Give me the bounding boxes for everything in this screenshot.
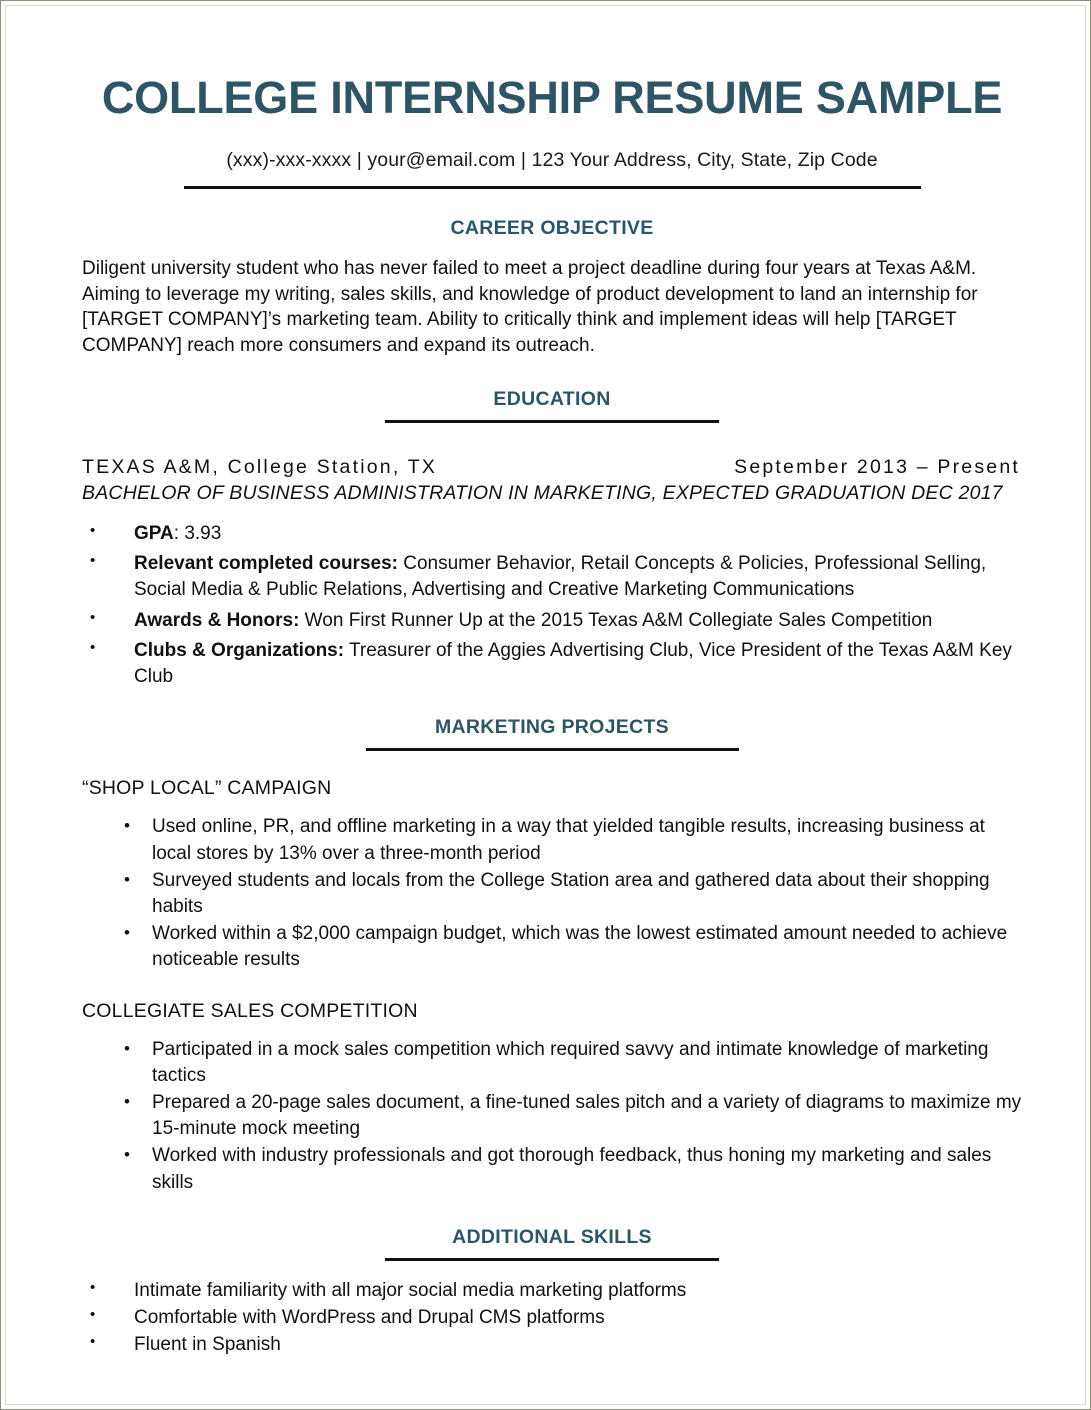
project-bullet-item: • Worked with industry professionals and got thorough feedback, thus honing my marketing and sales skills (124, 1143, 1022, 1195)
project-bullet-item: • Prepared a 20-page sales document, a fine-tuned sales pitch and a variety of diagrams to maximize my 15-minute mock meeting (124, 1090, 1022, 1142)
page-title: COLLEGE INTERNSHIP RESUME SAMPLE (101, 72, 1003, 123)
project-bullet-item: • Surveyed students and locals from the College Station area and gathered data about their shopping habits (124, 868, 1022, 920)
additional-skill-item: • Intimate familiarity with all major social media marketing platforms (82, 1278, 1022, 1304)
education-dates: September 2013 – Present (734, 456, 1020, 479)
education-entry-header (82, 456, 1022, 479)
education-divider (385, 420, 719, 423)
section-heading-career-objective: CAREER OBJECTIVE (450, 217, 654, 240)
project-title: COLLEGIATE SALES COMPETITION (82, 999, 418, 1022)
project-bullet-item: • Used online, PR, and offline marketing in a way that yielded tangible results, increasing business at local stores by 13% over a three-month period (124, 814, 1022, 866)
education-bullet-label: Clubs & Organizations: (134, 639, 345, 661)
education-bullet-label: Awards & Honors: (134, 609, 300, 631)
project-bullet-list (82, 814, 1022, 973)
education-bullet-label: Relevant completed courses: (134, 553, 398, 575)
education-bullet-item (82, 608, 1022, 634)
education-bullet-label: GPA (134, 522, 174, 544)
additional-skills-list (82, 1278, 1022, 1359)
project-bullet-list (82, 1037, 1022, 1196)
career-objective-body: Diligent university student who has never failed to meet a project deadline during four years at Texas A&M. Aiming to leverage my writing, sales skills, and knowledge of product development to land an internship for [TARGET COMPANY]’s marketing team. Ability to critically think and implement ideas will help [TARGET COMPANY] reach more consumers and expand its outreach. (82, 258, 978, 356)
section-heading-education: EDUCATION (493, 388, 611, 411)
education-school: TEXAS A&M, College Station, TX (82, 456, 438, 479)
education-bullet-text: : 3.93 (173, 522, 222, 544)
education-bullet-text: Treasurer of the Aggies Advertising Club, Vice President of the Texas A&M Key Club (134, 639, 1012, 688)
resume-content (82, 66, 1022, 1359)
education-bullet-item (82, 521, 1022, 547)
project-bullet-item: • Participated in a mock sales competition which required savvy and intimate knowledge of marketing tactics (124, 1037, 1022, 1089)
education-bullet-text: Consumer Behavior, Retail Concepts & Policies, Professional Selling, Social Media & Public Relations, Advertising and Creative Marketing Communications (134, 553, 987, 601)
education-bullet-item (82, 638, 1022, 690)
section-heading-additional-skills: ADDITIONAL SKILLS (452, 1225, 652, 1248)
additional-skill-item: • Fluent in Spanish (82, 1332, 1022, 1358)
section-heading-marketing-projects: MARKETING PROJECTS (434, 716, 669, 739)
additional-skills-divider (385, 1258, 719, 1261)
marketing-projects-divider (366, 748, 739, 751)
education-bullet-text: Won First Runner Up at the 2015 Texas A&M Collegiate Sales Competition (299, 609, 933, 631)
page-inner-border (5, 5, 1086, 1405)
additional-skill-item: • Comfortable with WordPress and Drupal CMS platforms (82, 1305, 1022, 1331)
project-title: “SHOP LOCAL” CAMPAIGN (82, 777, 332, 800)
education-bullet-item (82, 551, 1022, 603)
education-degree: BACHELOR OF BUSINESS ADMINISTRATION IN MARKETING, EXPECTED GRADUATION DEC 2017 (82, 482, 1003, 505)
education-bullet-list (82, 521, 1022, 690)
marketing-projects-container (82, 777, 1022, 1196)
contact-line: (xxx)-xxx-xxxx | your@email.com | 123 Your Address, City, State, Zip Code (226, 149, 878, 172)
project-bullet-item: • Worked within a $2,000 campaign budget, which was the lowest estimated amount needed to achieve noticeable results (124, 921, 1022, 973)
